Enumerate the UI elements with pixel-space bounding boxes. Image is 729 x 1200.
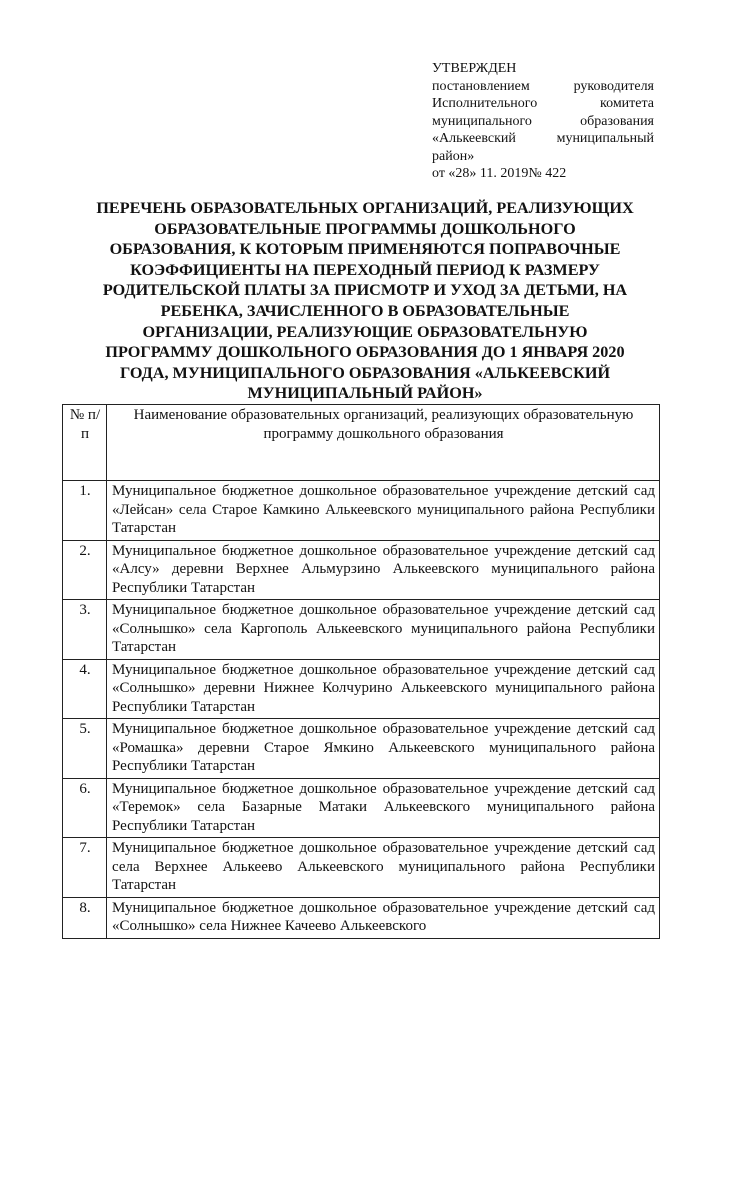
- approval-heading: УТВЕРЖДЕН: [432, 61, 517, 76]
- table-row: [63, 897, 660, 938]
- row-organization-name: Муниципальное бюджетное дошкольное образовательное учреждение детский сад «Солнышко» деревни Нижнее Колчурино Алькеевского муниципального района Республики Татарстан: [107, 659, 660, 719]
- approval-line: «Алькеевский муниципальный: [432, 131, 654, 146]
- row-number: 8.: [63, 897, 107, 938]
- row-number: 4.: [63, 659, 107, 719]
- row-organization-name: Муниципальное бюджетное дошкольное образовательное учреждение детский сад «Теремок» села Базарные Матаки Алькеевского муниципального района Республики Татарстан: [107, 778, 660, 838]
- approval-date: от «28» 11. 2019№ 422: [432, 166, 567, 181]
- row-organization-name: Муниципальное бюджетное дошкольное образовательное учреждение детский сад «Алсу» деревни Верхнее Альмурзино Алькеевского муниципального района Республики Татарстан: [107, 540, 660, 600]
- row-organization-name: Муниципальное бюджетное дошкольное образовательное учреждение детский сад «Солнышко» села Каргополь Алькеевского муниципального района Республики Татарстан: [107, 600, 660, 660]
- row-organization-name: Муниципальное бюджетное дошкольное образовательное учреждение детский сад «Ромашка» деревни Старое Ямкино Алькеевского муниципального района Республики Татарстан: [107, 719, 660, 779]
- row-number: 3.: [63, 600, 107, 660]
- table-row: [63, 540, 660, 600]
- organizations-table: [62, 404, 660, 939]
- row-number: 2.: [63, 540, 107, 600]
- header-name: Наименование образовательных организаций, реализующих образовательную программу дошкольного образования: [107, 405, 660, 481]
- row-organization-name: Муниципальное бюджетное дошкольное образовательное учреждение детский сад села Верхнее Алькеево Алькеевского муниципального района Республики Татарстан: [107, 838, 660, 898]
- row-number: 6.: [63, 778, 107, 838]
- table-row: [63, 838, 660, 898]
- row-organization-name: Муниципальное бюджетное дошкольное образовательное учреждение детский сад «Солнышко» села Нижнее Качеево Алькеевского: [107, 897, 660, 938]
- approval-block: [432, 60, 654, 183]
- table-row: [63, 481, 660, 541]
- approval-line: Исполнительного комитета: [432, 96, 654, 111]
- approval-line: постановлением руководителя: [432, 78, 654, 94]
- header-number: № п/п: [63, 405, 107, 481]
- row-number: 5.: [63, 719, 107, 779]
- approval-line: район»: [432, 148, 475, 164]
- table-row: [63, 659, 660, 719]
- table-row: [63, 778, 660, 838]
- row-organization-name: Муниципальное бюджетное дошкольное образовательное учреждение детский сад «Лейсан» села Старое Камкино Алькеевского муниципального района Республики Татарстан: [107, 481, 660, 541]
- row-number: 1.: [63, 481, 107, 541]
- table-row: [63, 719, 660, 779]
- approval-line: муниципального образования: [432, 113, 654, 129]
- document-title: ПЕРЕЧЕНЬ ОБРАЗОВАТЕЛЬНЫХ ОРГАНИЗАЦИЙ, РЕАЛИЗУЮЩИХ ОБРАЗОВАТЕЛЬНЫЕ ПРОГРАММЫ ДОШКОЛЬНОГО ОБРАЗОВАНИЯ, К КОТОРЫМ ПРИМЕНЯЮТСЯ ПОПРАВОЧНЫЕ КОЭФФИЦИЕНТЫ НА ПЕРЕХОДНЫЙ ПЕРИОД К РАЗМЕРУ РОДИТЕЛЬСКОЙ ПЛАТЫ ЗА ПРИСМОТР И УХОД ЗА ДЕТЬМИ, НА РЕБЕНКА, ЗАЧИСЛЕННОГО В ОБРАЗОВАТЕЛЬНЫЕ ОРГАНИЗАЦИИ, РЕАЛИЗУЮЩИЕ ОБРАЗОВАТЕЛЬНУЮ ПРОГРАММУ ДОШКОЛЬНОГО ОБРАЗОВАНИЯ ДО 1 ЯНВАРЯ 2020 ГОДА, МУНИЦИПАЛЬНОГО ОБРАЗОВАНИЯ «АЛЬКЕЕВСКИЙ МУНИЦИПАЛЬНЫЙ РАЙОН»: [96, 199, 634, 403]
- table-row: [63, 600, 660, 660]
- table-header-row: [63, 405, 660, 481]
- row-number: 7.: [63, 838, 107, 898]
